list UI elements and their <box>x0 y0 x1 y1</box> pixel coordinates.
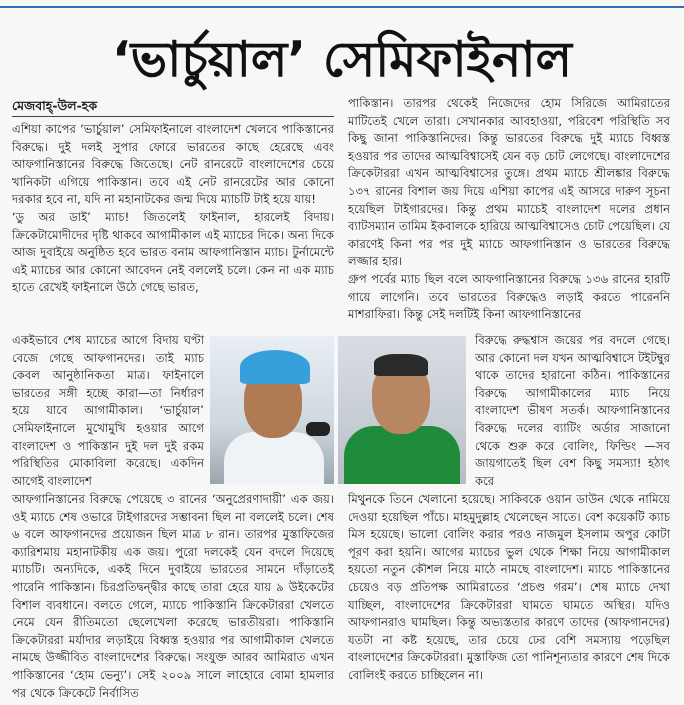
article-column-bottom-left <box>12 491 334 702</box>
top-accent-rule <box>0 6 684 8</box>
cap-shape <box>240 350 310 384</box>
pakistan-player-photo <box>338 336 466 484</box>
byline: মেজবাহ্-উল-হক <box>12 98 98 113</box>
paragraph: এশিয়া কাপের ‘ভার্চুয়াল’ সেমিফাইনালে বাংলাদেশ খেলবে পাকিস্তানের বিরুদ্ধে। দুই দলই সুপার ফোরে ভারতের কাছে হেরেছে এবং আফগানিস্তানের বিরুদ্ধে জিতেছে। নেট রানরেটে বাংলাদেশের চেয়ে খানিকটা এগিয়ে পাকিস্তান। তবে এই নেট রানরেটের আর কোনো দরকার হবে না, যদি না মহানাটকের জন্ম দিয়ে ম্যাচটি টাই হয়ে যায়! <box>12 122 334 207</box>
article-column-left-mid <box>12 332 204 490</box>
paragraph: পাকিস্তান। তারপর থেকেই নিজেদের হোম সিরিজে আমিরাতের মাটিতেই খেলে তারা। সেখানকার আবহাওয়া, পরিবেশ পরিস্থিতি সব কিছু জানা পাকিস্তানিদের। কিন্তু ভারতের বিরুদ্ধে দুই ম্যাচে বিধ্বস্ত হওয়ার পর তাদের আত্মবিশ্বাসেই যেন বড় চোট লেগেছে। বাংলাদেশের ক্রিকেটাররা এখন আত্মবিশ্বাসের তুঙ্গে। প্রথম ম্যাচে শ্রীলঙ্কার বিরুদ্ধে ১৩৭ রানের বিশাল জয় দিয়ে এশিয়া কাপের এই আসরে দারুণ সূচনা হয়েছিল টাইগারদের। কিন্তু প্রথম ম্যাচেই বাংলাদেশ দলের প্রধান ব্যাটসম্যান তামিম ইকবালকে হারিয়ে আত্মবিশ্বাসেও চোট পেয়েছিল। যে কারণেই কিনা পর পর দুই ম্যাচে আফগানিস্তান ও ভারতের বিরুদ্ধে লজ্জার হার। <box>348 96 670 269</box>
microphone-icon <box>306 422 330 436</box>
paragraph: বিরুদ্ধে রুদ্ধশ্বাস জয়ের পর বদলে গেছে। আর কোনো দল যখন আত্মবিশ্বাসে টইটম্বুর থাকে তাদের হারানো কঠিন। পাকিস্তানের বিরুদ্ধে আগামীকালের ম্যাচ নিয়ে বাংলাদেশ ভীষণ সতর্ক। আফগানিস্তানের বিরুদ্ধে দলের ব্যাটিং অর্ডার সাজানো থেকে শুরু করে বোলিং, ফিল্ডিং —সব জায়গাতেই ছিল বেশ কিছু সমস্যা! হঠাৎ করে <box>475 333 670 488</box>
article-column-bottom-right <box>348 491 670 685</box>
paragraph: মিথুনকে তিনে খেলানো হয়েছে। সাকিবকে ওয়ান ডাউন থেকে নামিয়ে দেওয়া হয়েছিল পাঁচে। মাহমুদুল্লাহ খেলেছেন সাতে। বেশ কয়েকটি ক্যাচ মিস হয়েছে। ভালো বোলিং করার পরও নাজমুল ইসলাম অপুর কোটা পূরণ করা হয়নি। আগের ম্যাচের ভুল থেকে শিক্ষা নিয়ে আগামীকাল হয়তো নতুন কৌশল নিয়ে মাঠে নামছে বাংলাদেশ। ম্যাচে পাকিস্তানের চেয়েও বড় প্রতিপক্ষ আমিরাতের ‘প্রচণ্ড গরম’। শেষ ম্যাচে দেখা যাচ্ছিল, বাংলাদেশের ক্রিকেটাররা ঘামতে ঘামতে অস্থির। যদিও আফগানরাও ঘামছিল। কিন্তু অভ্যস্ততার কারণে তাদের (আফগানদের) যতটা না কষ্ট হয়েছে, তার চেয়ে ঢের বেশি সমস্যায় পড়েছিল বাংলাদেশের ক্রিকেটাররা। মুস্তাফিজ তো পানিশূন্যতার কারণে শেষ দিকে বোলিংই করতে চাচ্ছিলেন না। <box>348 492 670 682</box>
hair-shape <box>374 354 428 376</box>
bangladesh-player-photo <box>210 336 334 484</box>
headline: ‘ভার্চুয়াল’ সেমিফাইনাল <box>112 31 572 88</box>
paragraph: ‘ডু অর ডাই’ ম্যাচ! জিতলেই ফাইনাল, হারলেই বিদায়। ক্রিকেটামোদীদের দৃষ্টি থাকবে আগামীকাল এই ম্যাচের দিকে। অন্য দিকে আজ দুবাইয়ে অনুষ্ঠিত হবে ভারত বনাম আফগানিস্তান ম্যাচ। টুর্নামেন্টে এই ম্যাচের আর কোনো আবেদন নেই বললেই চলে। কেন না এক ম্যাচ হাতে রেখেই ফাইনালে উঠে গেছে ভারত, <box>12 209 334 295</box>
paragraph: একইভাবে শেষ ম্যাচের আগে বিদায় ঘণ্টা বেজে গেছে আফগানদের। তাই ম্যাচ কেবল আনুষ্ঠানিকতা মাত্র। ফাইনালে ভারতের সঙ্গী হচ্ছে কারা—তা নির্ধারণ হয়ে যাবে আগামীকাল। ‘ভার্চুয়াল’ সেমিফাইনালে মুখোমুখি হওয়ার আগে বাংলাদেশ ও পাকিস্তান দুই দল দুই রকম পরিস্থিতির মোকাবিলা করেছে। একদিন আগেই বাংলাদেশ <box>12 333 204 488</box>
paragraph: গ্রুপ পর্বের ম্যাচ ছিল বলে আফগানিস্তানের বিরুদ্ধে ১৩৬ রানের হারটি গায়ে লাগেনি। তবে ভারতের বিরুদ্ধেও লড়াই করতে পারেননি মাশরাফিরা। কিন্তু সেই দলটিই কিনা আফগানিস্তানের <box>348 271 670 322</box>
byline-divider <box>12 116 334 117</box>
shirt-shape <box>344 426 460 484</box>
shirt-shape <box>224 432 324 484</box>
paragraph: আফগানিস্তানের বিরুদ্ধে পেয়েছে ৩ রানের ‘অনুপ্রেরণাদায়ী’ এক জয়। ওই ম্যাচে শেষ ওভারে টাইগারদের সম্ভাবনা ছিল না বললেই চলে। শেষ ৬ বলে আফগানদের প্রয়োজন ছিল মাত্র ৮ রান। তারপর মুস্তাফিজের ক্যারিশমায় মহানাটকীয় এক জয়। পুরো দলকেই যেন বদলে দিয়েছে ম্যাচটি। অন্যদিকে, একই দিনে দুবাইয়ে ভারতের সামনে দাঁড়াতেই পারেনি পাকিস্তান। চিরপ্রতিদ্বন্দ্বীর কাছে তারা হেরে যায় ৯ উইকেটের বিশাল ব্যবধানে। বলতে গেলে, ম্যাচে পাকিস্তানি ক্রিকেটাররা খেলতে নেমে যেন রীতিমতো ছেলেখেলা করেছে ভারতীয়রা। পাকিস্তানি ক্রিকেটাররা মর্যাদার লড়াইয়ে বিধ্বস্ত হওয়ার পর আগামীকাল খেলতে নামছে উজ্জীবিত বাংলাদেশের বিরুদ্ধে। সংযুক্ত আরব আমিরাত এখন পাকিস্তানের ‘হোম ভেন্যু’। সেই ২০০৯ সালে লাহোরে বোমা হামলার পর থেকে ক্রিকেটে নির্বাসিত <box>12 492 334 700</box>
article-column-right-mid <box>475 332 670 490</box>
article-column-right-top <box>348 95 670 324</box>
article-column-left-top <box>12 121 334 297</box>
